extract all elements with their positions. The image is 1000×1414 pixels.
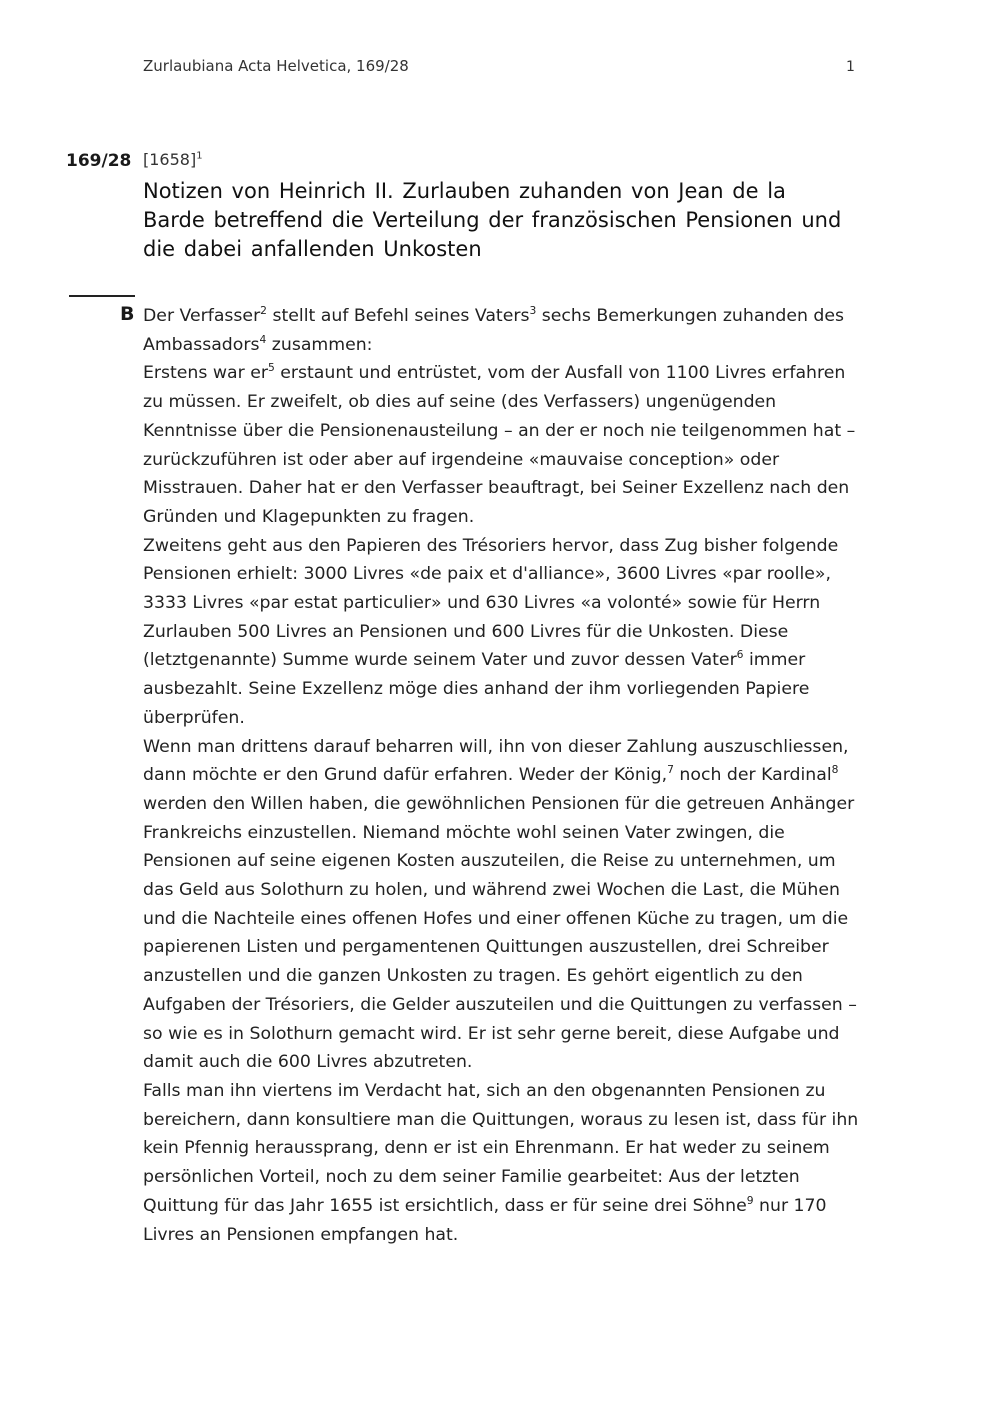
document-date [143, 150, 203, 169]
paragraph-first [143, 359, 861, 531]
margin-rule [69, 295, 135, 297]
text-run: Wenn man drittens darauf beharren will, ihn von dieser Zahlung auszuschliessen, dann möchte er den Grund dafür erfahren. Weder der König, [143, 736, 849, 786]
paragraph-second [143, 532, 861, 733]
text-run: erstaunt und entrüstet, vom der Ausfall von 1100 Livres erfahren zu müssen. Er zweifelt, ob dies auf seine (des Verfassers) ungenügenden Kenntnisse über die Pensionenausteilung – an der er noch nie teilgenommen hat – zurückzuführen ist oder aber auf irgendeine «mauvaise conception» oder Misstrauen. Daher hat er den Verfasser beauftragt, bei Seiner Exzellenz nach den Gründen und Klagepunkten zu fragen. [143, 363, 856, 527]
footnote-ref[interactable]: 8 [831, 763, 839, 777]
text-run: Zweitens geht aus den Papieren des Trésoriers hervor, dass Zug bisher folgende Pensionen erhielt: 3000 Livres «de paix et d'alliance», 3600 Livres «par roolle», 3333 Livres «par estat particulier» und 630 Livres «a volonté» sowie für Herrn Zurlauben 500 Livres an Pensionen und 600 Livres für die Unkosten. Diese (letztgenannte) Summe wurde seinem Vater und zuvor dessen Vater [143, 535, 839, 671]
footnote-ref[interactable]: 6 [736, 648, 744, 662]
body-text [143, 302, 861, 1249]
date-text: [1658] [143, 150, 197, 169]
text-run: sechs Bemerkungen zuhanden des Ambassadors [143, 306, 845, 355]
document-number: 169/28 [66, 151, 132, 171]
footnote-ref[interactable]: 4 [259, 332, 267, 346]
text-run: Erstens war er [143, 363, 268, 384]
source-marker: B [120, 303, 135, 325]
footnote-ref[interactable]: 5 [267, 361, 275, 375]
text-run: nur 170 Livres an Pensionen empfangen hat. [143, 1195, 827, 1245]
text-run: Falls man ihn viertens im Verdacht hat, sich an den obgenannten Pensionen zu bereichern, dann konsultiere man die Quittungen, woraus zu lesen ist, dass für ihn kein Pfennig heraussprang, denn er ist ein Ehrenmann. Er hat weder zu seinem persönlichen Vorteil, noch zu dem seiner Familie gearbeitet: Aus der letzten Quittung für das Jahr 1655 ist ersichtlich, dass er für seine drei Söhne [143, 1080, 859, 1216]
footnote-ref[interactable]: 3 [529, 304, 537, 318]
page-number: 1 [846, 59, 855, 75]
text-run: Der Verfasser [143, 306, 261, 326]
footnote-ref[interactable]: 9 [746, 1194, 754, 1208]
text-run: stellt auf Befehl seines Vaters [267, 306, 530, 326]
running-head: Zurlaubiana Acta Helvetica, 169/28 [143, 57, 409, 75]
paragraph-intro [143, 302, 861, 359]
paragraph-third [143, 733, 861, 1077]
footnote-ref[interactable]: 1 [196, 150, 203, 162]
footnote-ref[interactable]: 2 [260, 304, 267, 318]
document-title: Notizen von Heinrich II. Zurlauben zuhanden von Jean de la Barde betreffend die Verteilung der französischen Pensionen und die dabei anfallenden Unkosten [143, 179, 842, 261]
paragraph-fourth [143, 1077, 861, 1249]
footnote-ref[interactable]: 7 [667, 763, 674, 777]
text-run: werden den Willen haben, die gewöhnlichen Pensionen für die getreuen Anhänger Frankreichs einzustellen. Niemand möchte wohl seinen Vater zwingen, die Pensionen auf seine eigenen Kosten auszuteilen, die Reise zu unternehmen, um das Geld aus Solothurn zu holen, und während zwei Wochen die Last, die Mühen und die Nachteile eines offenen Hofes und einer offenen Küche zu tragen, um die papierenen Listen und pergamentenen Quittungen auszustellen, drei Schreiber anzustellen und die ganzen Unkosten zu tragen. Es gehört eigentlich zu den Aufgaben der Trésoriers, die Gelder auszuteilen und die Quittungen zu verfassen – so wie es in Solothurn gemacht wird. Er ist sehr gerne bereit, diese Aufgabe und damit auch die 600 Livres abzutreten. [143, 793, 857, 1073]
text-run: zusammen: [266, 334, 373, 355]
text-run: immer ausbezahlt. Seine Exzellenz möge dies anhand der ihm vorliegenden Papiere überprüfen. [143, 650, 810, 728]
text-run: noch der Kardinal [673, 765, 832, 786]
